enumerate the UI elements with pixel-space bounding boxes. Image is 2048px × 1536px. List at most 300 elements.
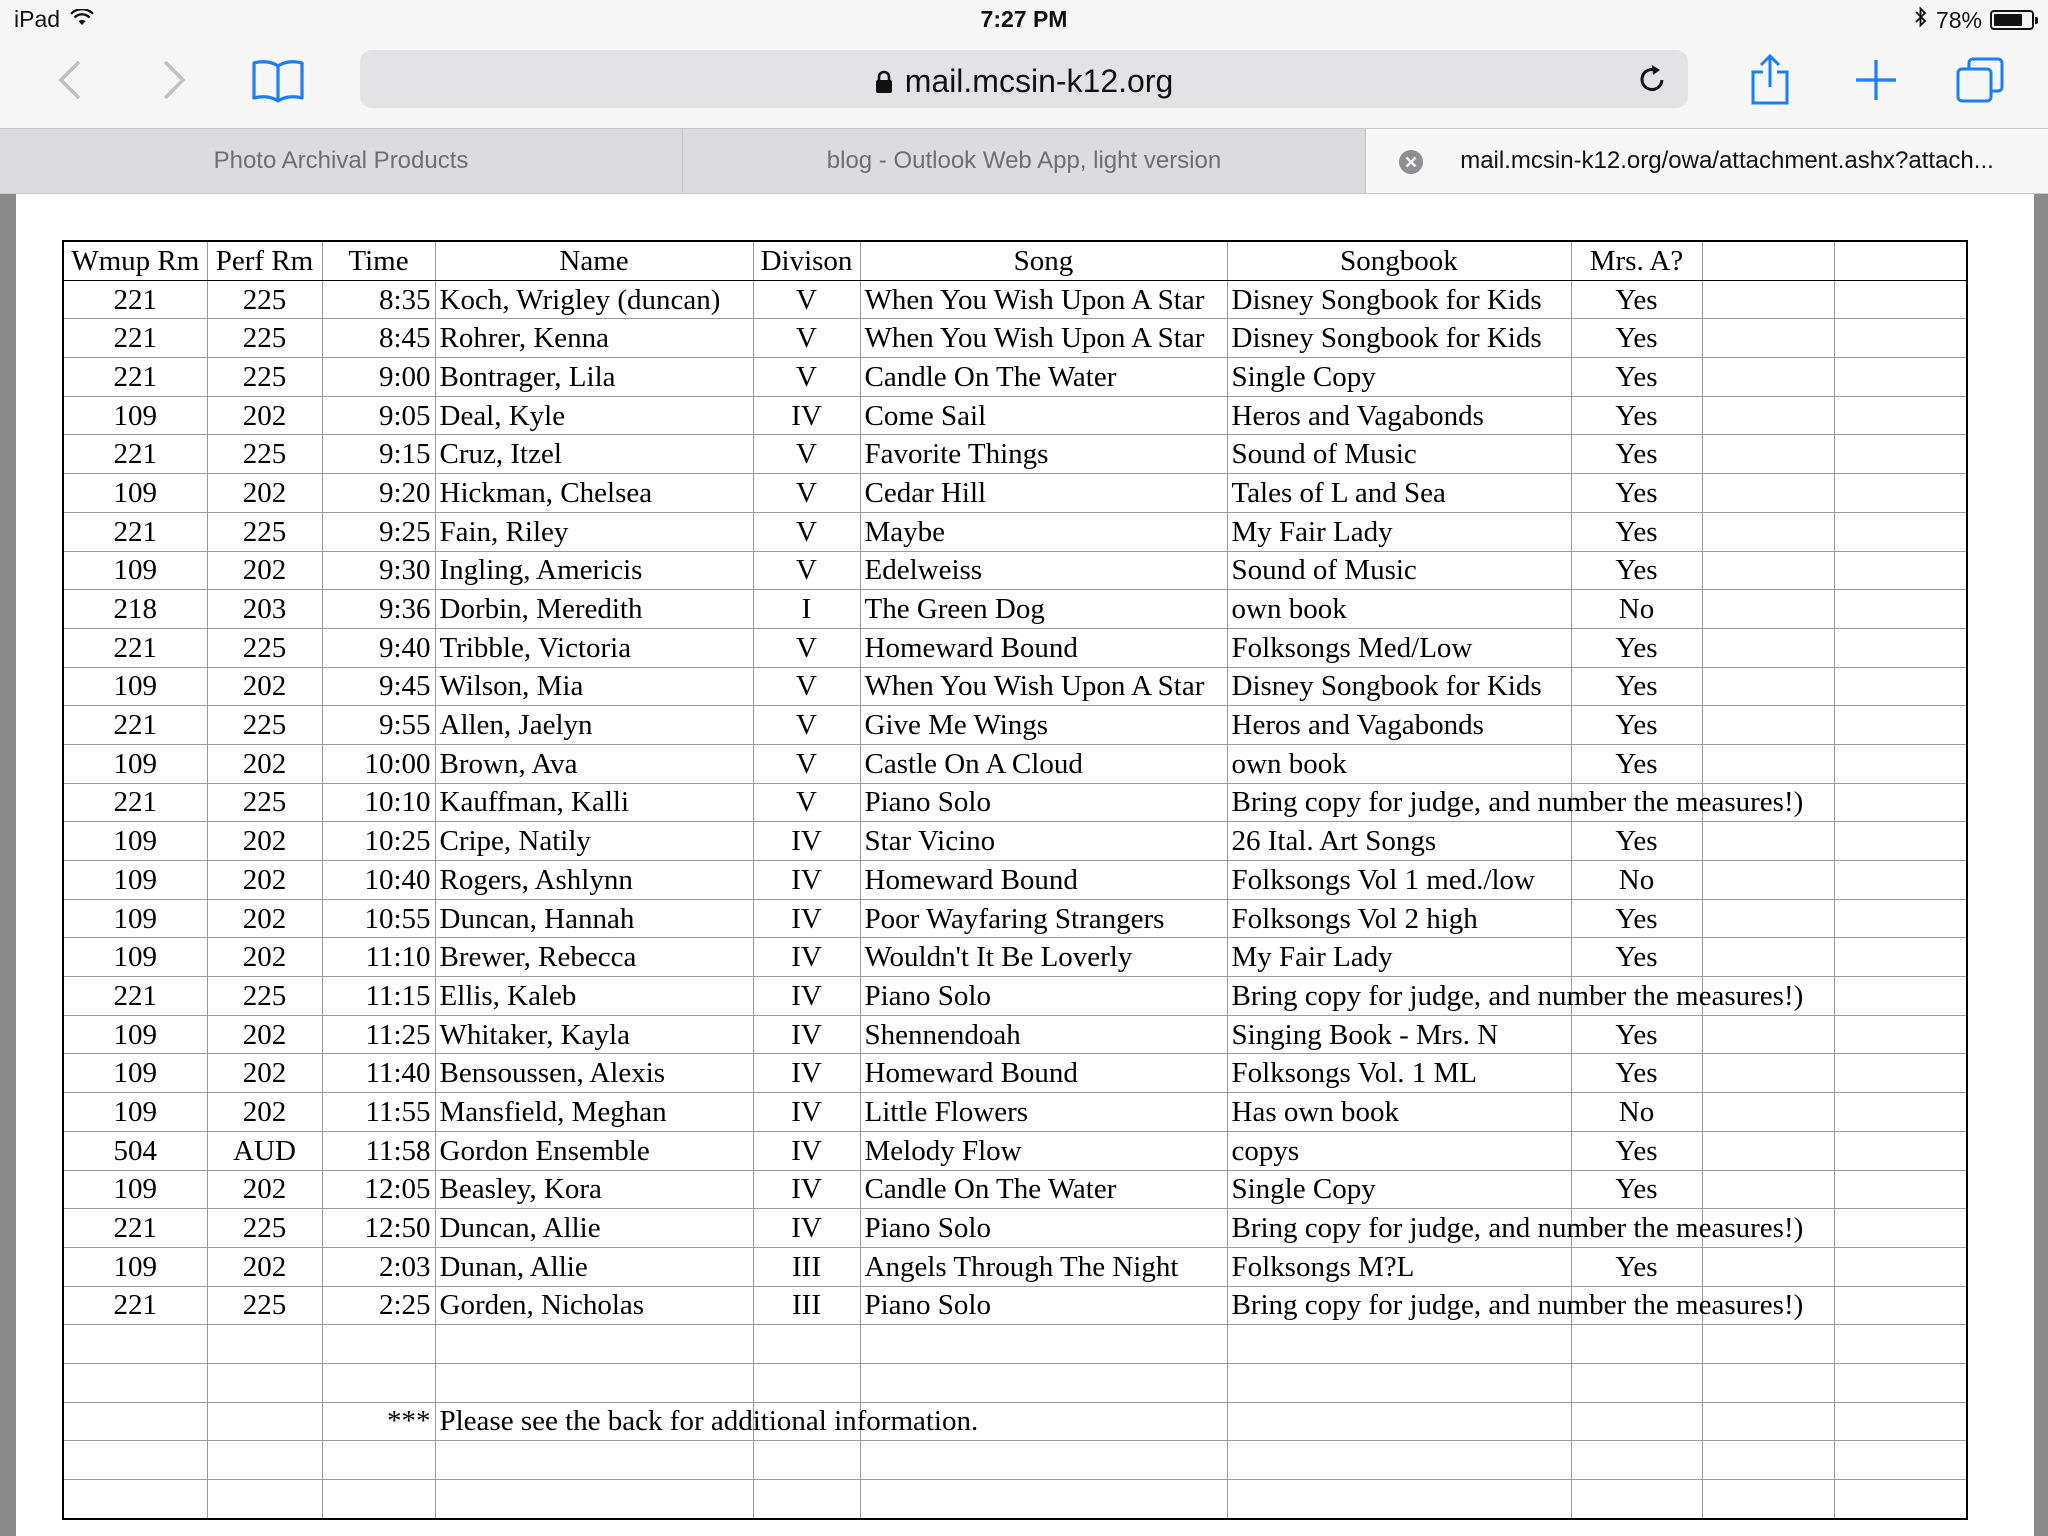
table-cell: Piano Solo: [860, 783, 1227, 822]
column-header: Wmup Rm: [63, 241, 207, 280]
table-cell: 109: [63, 861, 207, 900]
table-cell: 202: [207, 1247, 322, 1286]
table-cell: [1227, 1441, 1571, 1480]
table-cell: 109: [63, 551, 207, 590]
table-cell: Rogers, Ashlynn: [435, 861, 753, 900]
table-cell: [1834, 1170, 1967, 1209]
column-header: Perf Rm: [207, 241, 322, 280]
table-cell: 8:45: [322, 319, 435, 358]
table-cell: [63, 1363, 207, 1402]
table-cell: 11:58: [322, 1131, 435, 1170]
table-cell: Yes: [1571, 667, 1702, 706]
table-cell: [1834, 1363, 1967, 1402]
table-cell: [1702, 1015, 1834, 1054]
table-cell: Singing Book - Mrs. N: [1227, 1015, 1571, 1054]
table-cell: Bring copy for judge, and number the measures!): [1227, 783, 1571, 822]
table-cell: [1571, 1402, 1702, 1441]
table-cell: 11:10: [322, 938, 435, 977]
table-cell: 9:25: [322, 512, 435, 551]
table-cell: Bring copy for judge, and number the measures!): [1227, 1286, 1571, 1325]
table-cell: 9:40: [322, 628, 435, 667]
table-cell: V: [753, 512, 860, 551]
table-row: [63, 1209, 1967, 1248]
table-cell: Duncan, Allie: [435, 1209, 753, 1248]
table-cell: [1834, 899, 1967, 938]
table-cell: [1702, 396, 1834, 435]
table-cell: IV: [753, 1131, 860, 1170]
table-cell: [1834, 280, 1967, 319]
table-cell: 202: [207, 1170, 322, 1209]
table-cell: 109: [63, 474, 207, 513]
table-cell: Whitaker, Kayla: [435, 1015, 753, 1054]
table-cell: I: [753, 590, 860, 629]
address-bar[interactable]: [360, 50, 1688, 108]
table-cell: 9:05: [322, 396, 435, 435]
table-cell: [1702, 590, 1834, 629]
table-cell: 225: [207, 977, 322, 1016]
table-row: [63, 590, 1967, 629]
table-cell: [1702, 822, 1834, 861]
tab-outlook-blog[interactable]: [683, 129, 1366, 193]
table-cell: Melody Flow: [860, 1131, 1227, 1170]
table-row: [63, 938, 1967, 977]
table-cell: 202: [207, 822, 322, 861]
table-row: [63, 706, 1967, 745]
table-cell: Allen, Jaelyn: [435, 706, 753, 745]
page-gutter-left: [0, 194, 16, 1536]
table-cell: own book: [1227, 590, 1571, 629]
table-cell: Homeward Bound: [860, 861, 1227, 900]
table-cell: 109: [63, 1054, 207, 1093]
table-row: [63, 1170, 1967, 1209]
table-cell: 26 Ital. Art Songs: [1227, 822, 1571, 861]
table-cell: Angels Through The Night: [860, 1247, 1227, 1286]
table-cell: 109: [63, 1015, 207, 1054]
tab-attachment[interactable]: [1366, 129, 2048, 193]
column-header: Name: [435, 241, 753, 280]
table-cell: No: [1571, 590, 1702, 629]
table-cell: [860, 1325, 1227, 1364]
table-cell: Yes: [1571, 1131, 1702, 1170]
table-cell: [207, 1363, 322, 1402]
table-cell: Piano Solo: [860, 977, 1227, 1016]
table-cell: 109: [63, 899, 207, 938]
table-cell: IV: [753, 1170, 860, 1209]
table-cell: When You Wish Upon A Star: [860, 280, 1227, 319]
table-cell: [1702, 1054, 1834, 1093]
table-cell: IV: [753, 1209, 860, 1248]
table-cell: AUD: [207, 1131, 322, 1170]
table-cell: V: [753, 783, 860, 822]
table-cell: [1702, 628, 1834, 667]
table-cell: [1834, 706, 1967, 745]
table-cell: Yes: [1571, 435, 1702, 474]
table-cell: 218: [63, 590, 207, 629]
table-cell: 202: [207, 396, 322, 435]
tabs-icon: [1955, 56, 2005, 109]
table-cell: 221: [63, 280, 207, 319]
table-cell: [1702, 358, 1834, 397]
forward-button[interactable]: [146, 54, 202, 110]
note-text: Please see the back for additional information.: [435, 1402, 753, 1441]
table-cell: [1834, 319, 1967, 358]
table-cell: 109: [63, 1093, 207, 1132]
table-cell: [1834, 1015, 1967, 1054]
table-cell: [1702, 319, 1834, 358]
table-row: [63, 280, 1967, 319]
table-row: [63, 512, 1967, 551]
table-cell: Folksongs M?L: [1227, 1247, 1571, 1286]
table-cell: 225: [207, 783, 322, 822]
table-cell: Yes: [1571, 628, 1702, 667]
table-cell: [1834, 1209, 1967, 1248]
table-cell: Has own book: [1227, 1093, 1571, 1132]
table-cell: Yes: [1571, 899, 1702, 938]
tab-label: Photo Archival Products: [213, 147, 469, 174]
tab-photo-archival[interactable]: [0, 129, 683, 193]
table-cell: 2:25: [322, 1286, 435, 1325]
table-cell: [63, 1325, 207, 1364]
chevron-left-icon: [57, 59, 83, 106]
tabs-overview-button[interactable]: [1952, 54, 2008, 110]
table-cell: Yes: [1571, 474, 1702, 513]
table-cell: IV: [753, 899, 860, 938]
table-cell: [1702, 1170, 1834, 1209]
table-cell: copys: [1227, 1131, 1571, 1170]
note-marker: ***: [322, 1402, 435, 1441]
table-cell: IV: [753, 396, 860, 435]
table-cell: Kauffman, Kalli: [435, 783, 753, 822]
table-cell: V: [753, 319, 860, 358]
table-cell: [435, 1363, 753, 1402]
table-cell: 2:03: [322, 1247, 435, 1286]
table-cell: Sound of Music: [1227, 551, 1571, 590]
table-cell: Deal, Kyle: [435, 396, 753, 435]
column-header: Song: [860, 241, 1227, 280]
table-cell: [322, 1363, 435, 1402]
table-cell: 202: [207, 474, 322, 513]
table-cell: Homeward Bound: [860, 1054, 1227, 1093]
table-row: [63, 1131, 1967, 1170]
table-cell: [860, 1480, 1227, 1519]
table-cell: [1834, 1441, 1967, 1480]
table-cell: 221: [63, 628, 207, 667]
table-cell: 221: [63, 977, 207, 1016]
table-cell: 202: [207, 938, 322, 977]
table-cell: [1834, 1131, 1967, 1170]
table-cell: [1227, 1363, 1571, 1402]
battery-icon: [1990, 10, 2034, 30]
url-text: mail.mcsin-k12.org: [904, 63, 1174, 99]
table-cell: Dorbin, Meredith: [435, 590, 753, 629]
table-row: [63, 435, 1967, 474]
table-cell: 221: [63, 319, 207, 358]
bookmarks-button[interactable]: [250, 54, 306, 110]
table-cell: Cedar Hill: [860, 474, 1227, 513]
table-cell: Yes: [1571, 551, 1702, 590]
table-cell: [1702, 861, 1834, 900]
back-button[interactable]: [42, 54, 98, 110]
table-cell: Mansfield, Meghan: [435, 1093, 753, 1132]
table-cell: 9:36: [322, 590, 435, 629]
table-cell: [1227, 1325, 1571, 1364]
table-cell: Fain, Riley: [435, 512, 753, 551]
page-content: [0, 194, 2048, 1536]
table-cell: 225: [207, 435, 322, 474]
table-cell: [1702, 1441, 1834, 1480]
table-header-row: [63, 241, 1967, 280]
tab-strip: [0, 128, 2048, 194]
clock: 7:27 PM: [980, 6, 1068, 32]
table-cell: Folksongs Med/Low: [1227, 628, 1571, 667]
table-cell: [1702, 1093, 1834, 1132]
table-cell: [1834, 396, 1967, 435]
table-cell: Shennendoah: [860, 1015, 1227, 1054]
table-cell: Poor Wayfaring Strangers: [860, 899, 1227, 938]
table-cell: [753, 1480, 860, 1519]
table-cell: 225: [207, 512, 322, 551]
device-label: iPad: [14, 6, 61, 32]
table-cell: Star Vicino: [860, 822, 1227, 861]
column-header: [1834, 241, 1967, 280]
table-cell: Ellis, Kaleb: [435, 977, 753, 1016]
table-cell: Bring copy for judge, and number the measures!): [1227, 977, 1571, 1016]
table-cell: 9:00: [322, 358, 435, 397]
table-cell: IV: [753, 977, 860, 1016]
table-cell: 221: [63, 783, 207, 822]
table-cell: Edelweiss: [860, 551, 1227, 590]
table-cell: [1702, 1325, 1834, 1364]
table-row: [63, 396, 1967, 435]
table-cell: [753, 1363, 860, 1402]
table-cell: My Fair Lady: [1227, 938, 1571, 977]
table-cell: 11:15: [322, 977, 435, 1016]
table-cell: Wilson, Mia: [435, 667, 753, 706]
table-cell: [435, 1325, 753, 1364]
table-cell: [207, 1402, 322, 1441]
table-cell: [63, 1402, 207, 1441]
table-cell: [1834, 783, 1967, 822]
table-cell: [1834, 1054, 1967, 1093]
table-cell: Folksongs Vol. 1 ML: [1227, 1054, 1571, 1093]
table-cell: 11:25: [322, 1015, 435, 1054]
table-cell: [1834, 1093, 1967, 1132]
table-cell: 109: [63, 667, 207, 706]
share-button[interactable]: [1742, 54, 1798, 110]
table-cell: 202: [207, 861, 322, 900]
table-cell: 109: [63, 1170, 207, 1209]
table-cell: 12:50: [322, 1209, 435, 1248]
table-cell: Tribble, Victoria: [435, 628, 753, 667]
table-cell: Yes: [1571, 358, 1702, 397]
table-cell: [63, 1480, 207, 1519]
table-cell: Yes: [1571, 1015, 1702, 1054]
table-cell: [1702, 435, 1834, 474]
column-header: Time: [322, 241, 435, 280]
table-cell: V: [753, 551, 860, 590]
table-cell: 9:30: [322, 551, 435, 590]
table-cell: 225: [207, 280, 322, 319]
table-cell: V: [753, 667, 860, 706]
table-cell: Homeward Bound: [860, 628, 1227, 667]
new-tab-button[interactable]: [1848, 54, 1904, 110]
table-cell: Yes: [1571, 1054, 1702, 1093]
table-cell: [1571, 1325, 1702, 1364]
column-header: Divison: [753, 241, 860, 280]
table-cell: 221: [63, 1209, 207, 1248]
table-cell: Yes: [1571, 280, 1702, 319]
status-bar: [0, 0, 2048, 40]
table-cell: Bring copy for judge, and number the measures!): [1227, 1209, 1571, 1248]
table-cell: 109: [63, 396, 207, 435]
reload-icon[interactable]: [1636, 63, 1668, 100]
table-cell: [1834, 628, 1967, 667]
table-cell: 10:10: [322, 783, 435, 822]
table-cell: Disney Songbook for Kids: [1227, 280, 1571, 319]
table-cell: 221: [63, 512, 207, 551]
table-row: [63, 628, 1967, 667]
table-cell: Gordon Ensemble: [435, 1131, 753, 1170]
table-cell: 225: [207, 319, 322, 358]
table-cell: [1834, 861, 1967, 900]
table-cell: No: [1571, 1093, 1702, 1132]
table-cell: IV: [753, 1054, 860, 1093]
table-cell: III: [753, 1286, 860, 1325]
chevron-right-icon: [161, 59, 187, 106]
table-cell: My Fair Lady: [1227, 512, 1571, 551]
table-cell: [1834, 822, 1967, 861]
table-cell: V: [753, 435, 860, 474]
table-cell: [1571, 1441, 1702, 1480]
table-row: [63, 1015, 1967, 1054]
table-cell: [1702, 474, 1834, 513]
table-cell: Folksongs Vol 2 high: [1227, 899, 1571, 938]
table-cell: [322, 1441, 435, 1480]
table-cell: [207, 1441, 322, 1480]
table-cell: Yes: [1571, 319, 1702, 358]
table-cell: 221: [63, 435, 207, 474]
table-cell: V: [753, 358, 860, 397]
table-cell: [1702, 667, 1834, 706]
bluetooth-icon: [1914, 6, 1928, 34]
table-cell: Single Copy: [1227, 358, 1571, 397]
table-cell: 202: [207, 1015, 322, 1054]
column-header: Songbook: [1227, 241, 1571, 280]
table-row: [63, 667, 1967, 706]
table-cell: Cripe, Natily: [435, 822, 753, 861]
table-cell: IV: [753, 1015, 860, 1054]
table-cell: [1834, 1402, 1967, 1441]
table-cell: Candle On The Water: [860, 358, 1227, 397]
table-cell: Yes: [1571, 744, 1702, 783]
empty-row: [63, 1480, 1967, 1519]
table-cell: 11:40: [322, 1054, 435, 1093]
table-cell: Hickman, Chelsea: [435, 474, 753, 513]
table-cell: Disney Songbook for Kids: [1227, 319, 1571, 358]
table-cell: When You Wish Upon A Star: [860, 319, 1227, 358]
table-cell: [753, 1441, 860, 1480]
table-cell: V: [753, 744, 860, 783]
table-cell: Sound of Music: [1227, 435, 1571, 474]
table-row: [63, 1247, 1967, 1286]
table-row: [63, 1093, 1967, 1132]
table-cell: 221: [63, 358, 207, 397]
tab-label: blog - Outlook Web App, light version: [826, 147, 1222, 174]
table-cell: III: [753, 1247, 860, 1286]
table-cell: [1834, 358, 1967, 397]
table-cell: 221: [63, 706, 207, 745]
table-cell: [1834, 938, 1967, 977]
table-cell: Yes: [1571, 706, 1702, 745]
empty-row: [63, 1363, 1967, 1402]
table-cell: 203: [207, 590, 322, 629]
table-cell: [207, 1480, 322, 1519]
table-cell: V: [753, 706, 860, 745]
table-cell: Maybe: [860, 512, 1227, 551]
share-icon: [1748, 54, 1792, 111]
table-cell: [1571, 1480, 1702, 1519]
table-cell: 9:55: [322, 706, 435, 745]
table-cell: [1834, 744, 1967, 783]
table-cell: IV: [753, 822, 860, 861]
empty-row: [63, 1441, 1967, 1480]
table-cell: [63, 1441, 207, 1480]
table-row: [63, 551, 1967, 590]
table-cell: The Green Dog: [860, 590, 1227, 629]
table-cell: [1227, 1402, 1571, 1441]
table-cell: [860, 1363, 1227, 1402]
table-cell: [1834, 590, 1967, 629]
table-cell: Gorden, Nicholas: [435, 1286, 753, 1325]
table-cell: [1702, 280, 1834, 319]
table-cell: 9:15: [322, 435, 435, 474]
table-cell: 109: [63, 822, 207, 861]
table-cell: [207, 1325, 322, 1364]
table-cell: 225: [207, 1209, 322, 1248]
close-tab-icon[interactable]: [1398, 149, 1424, 182]
table-cell: 109: [63, 1247, 207, 1286]
table-cell: Bensoussen, Alexis: [435, 1054, 753, 1093]
table-row: [63, 474, 1967, 513]
table-cell: Bontrager, Lila: [435, 358, 753, 397]
table-cell: 10:40: [322, 861, 435, 900]
table-cell: 202: [207, 744, 322, 783]
table-cell: Beasley, Kora: [435, 1170, 753, 1209]
table-cell: [435, 1441, 753, 1480]
table-cell: Candle On The Water: [860, 1170, 1227, 1209]
table-cell: 10:00: [322, 744, 435, 783]
table-cell: V: [753, 474, 860, 513]
table-cell: Yes: [1571, 1170, 1702, 1209]
table-cell: [1834, 1480, 1967, 1519]
table-cell: Folksongs Vol 1 med./low: [1227, 861, 1571, 900]
table-cell: [1834, 977, 1967, 1016]
table-cell: Piano Solo: [860, 1209, 1227, 1248]
table-cell: 10:25: [322, 822, 435, 861]
lock-icon: [875, 65, 893, 102]
table-cell: Heros and Vagabonds: [1227, 396, 1571, 435]
table-cell: Brown, Ava: [435, 744, 753, 783]
table-cell: Disney Songbook for Kids: [1227, 667, 1571, 706]
table-cell: [1702, 551, 1834, 590]
table-cell: Give Me Wings: [860, 706, 1227, 745]
table-cell: 225: [207, 706, 322, 745]
table-cell: 225: [207, 1286, 322, 1325]
table-cell: Yes: [1571, 396, 1702, 435]
table-cell: 9:45: [322, 667, 435, 706]
table-cell: [1834, 512, 1967, 551]
table-cell: Little Flowers: [860, 1093, 1227, 1132]
